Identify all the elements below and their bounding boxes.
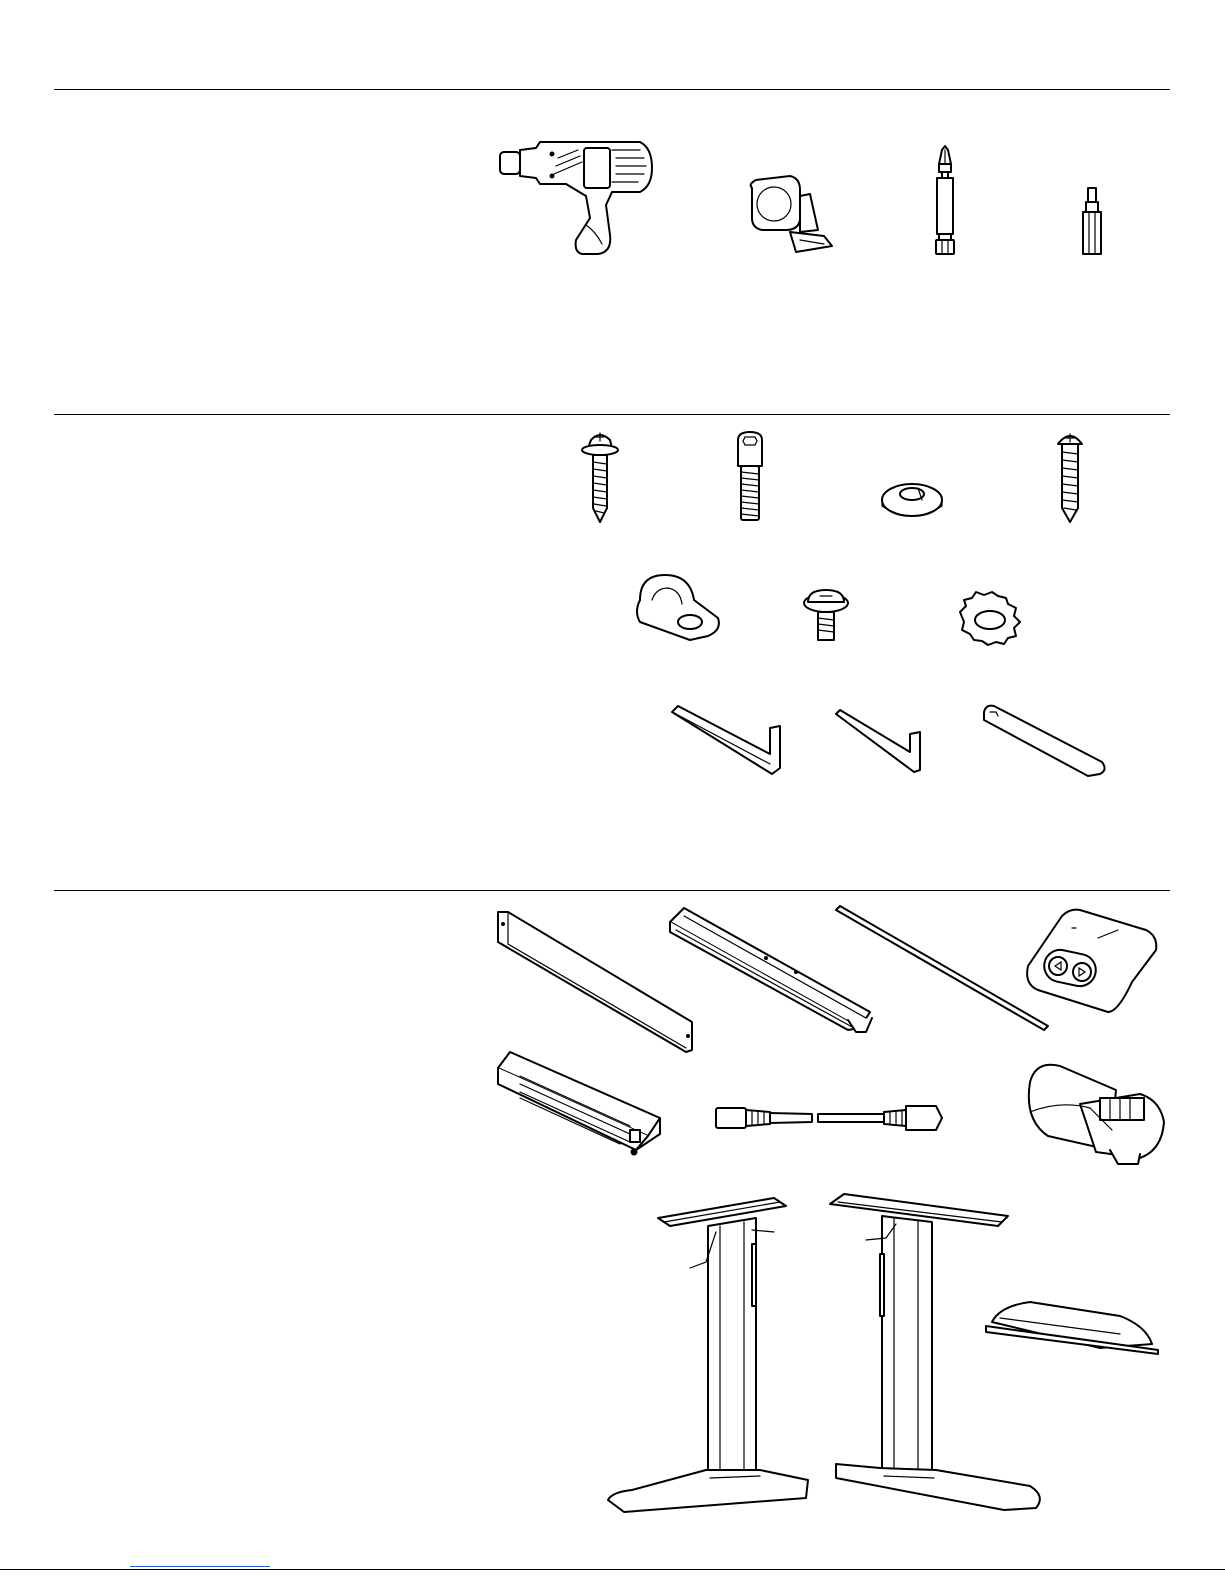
cable-tray-cover-icon [986,1302,1158,1354]
flat-wrench-icon [984,706,1105,776]
flange-button-screw-icon [804,590,848,640]
phillips-bit-icon [936,146,954,254]
control-box-icon [498,1052,660,1155]
small-hex-key-icon [836,710,920,772]
washer-head-wood-screw-icon [582,433,618,522]
tape-measure-icon [751,176,832,252]
right-leg-frame-icon [830,1194,1040,1510]
star-lock-washer-icon [960,592,1020,645]
power-cord-icon [716,1106,942,1130]
power-drill-icon [500,142,652,254]
control-switch-icon [1027,910,1156,1012]
motor-housing-icon [1029,1065,1164,1164]
crossbar-channel-icon [670,908,872,1032]
split-lock-washer-icon [882,484,942,516]
modesty-panel-icon [498,912,692,1052]
left-leg-frame-icon [608,1198,808,1512]
large-hex-key-icon [672,706,780,774]
cable-clamp-icon [637,575,719,640]
hex-bit-icon [1083,188,1101,254]
socket-cap-bolt-icon [738,432,762,520]
pan-head-wood-screw-icon [1058,434,1082,522]
